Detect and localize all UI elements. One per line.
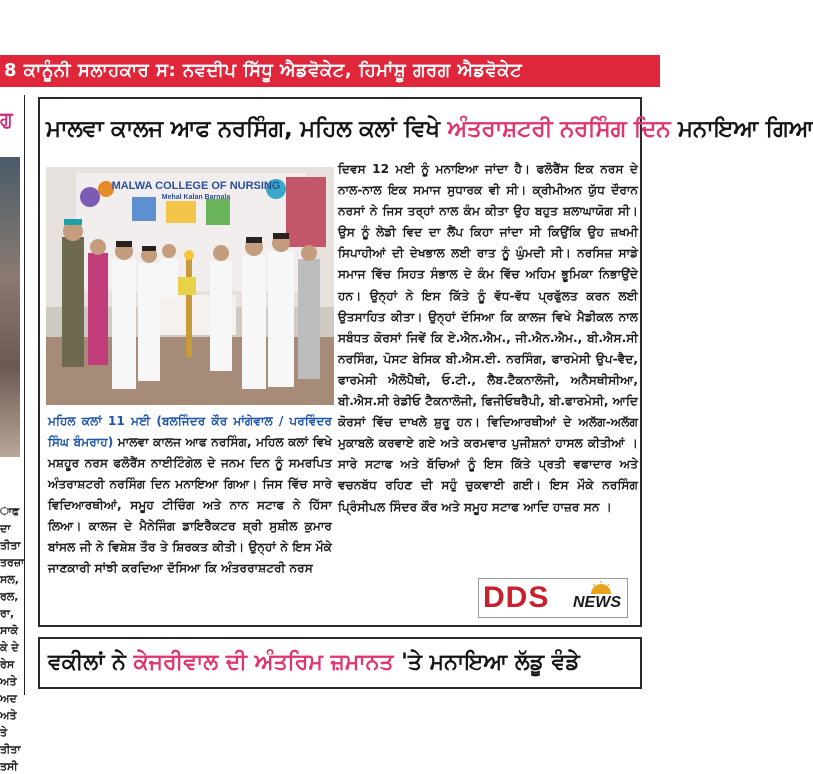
left-column-fragment: ਰਲ, xyxy=(0,590,19,603)
photo-banner-subtitle: Mehal Kalan Barnala xyxy=(161,194,231,201)
headline-highlight: ਅੰਤਰਾਸ਼ਟਰੀ ਨਰਸਿੰਗ ਦਿਨ xyxy=(447,116,671,142)
left-column-fragment: ਰੇਸ xyxy=(0,658,15,671)
headline-text: ਮਾਲਵਾ ਕਾਲਜ ਆਫ ਨਰਸਿੰਗ, ਮਹਿਲ ਕਲਾਂ ਵਿਖੇ xyxy=(46,116,440,142)
left-column-fragment: ਾਫ xyxy=(0,505,20,518)
left-column-fragment: ਦਾ xyxy=(0,522,11,535)
left-neighbor-column xyxy=(0,95,25,773)
lead-body: ਮਾਲਵਾ ਕਾਲਜ ਆਫ ਨਰਸਿੰਗ, ਮਹਿਲ ਕਲਾਂ ਵਿਖੇ ਮਸ਼ਹੂਰ ਨਰਸ ਫਲੋਰੈਂਸ ਨਾਈਟਿੰਗੇਲ ਦੇ ਜਨਮ ਦਿਨ ਨੂੰ ਸਮਰਪਿਤ ਅੰਤਰਾਸ਼ਟਰੀ ਨਰਸਿੰਗ ਦਿਨ ਮਨਾਇਆ ਗਿਆ। ਜਿਸ ਵਿੱਚ ਸਾਰੇ ਵਿਦਿਆਰਥੀਆਂ, ਸਮੂਹ ਟੀਚਿੰਗ ਅਤੇ ਨਾਨ ਸਟਾਫ ਨੇ ਹਿੱਸਾ ਲਿਆ। ਕਾਲਜ ਦੇ ਮੈਨੇਜਿੰਗ ਡਾਇਰੈਕਟਰ ਸ਼੍ਰੀ ਸੁਸ਼ੀਲ ਕੁਮਾਰ ਬਾਂਸਲ ਜੀ ਨੇ ਵਿਸ਼ੇਸ਼ ਤੌਰ ਤੇ ਸ਼ਿਰਕਤ ਕੀਤੀ। ਉਨ੍ਹਾਂ ਨੇ ਇਸ ਮੌਕੇ ਜਾਣਕਾਰੀ ਸਾਂਝੀ ਕਰਦਿਆ ਦੱਸਿਆ ਕਿ ਅੰਤਰਰਾਸ਼ਟਰੀ ਨਰਸ xyxy=(48,435,332,575)
photo-illustration xyxy=(46,167,334,405)
left-column-fragment: ਅਤੇ xyxy=(0,675,17,688)
left-column-fragment: ਤੀਤਾ xyxy=(0,743,21,756)
article-lead-paragraph xyxy=(48,411,332,579)
left-column-fragment: ਤੀਤਾ xyxy=(0,539,21,552)
bottom-headline-text-end: 'ਤੇ ਮਨਾਇਆ ਲੱਡੂ ਵੰਡੇ xyxy=(401,650,580,675)
left-column-fragment: ਅਤੇ xyxy=(0,709,17,722)
left-column-fragment: ਤੇ xyxy=(0,726,8,739)
left-column-photo xyxy=(0,157,20,457)
logo-news-text: NEWS xyxy=(573,594,621,611)
left-column-fragment: ਅਦ xyxy=(0,692,17,705)
left-column-fragment: ਰਾ, xyxy=(0,607,15,620)
next-article-headline xyxy=(48,639,638,687)
logo-dds-text: DDS xyxy=(483,581,550,614)
dateline-credit: ਮਹਿਲ ਕਲਾਂ 11 ਮਈ (ਬਲਜਿੰਦਰ ਕੌਰ ਮਾਂਗੇਵਾਲ / ਪਰਵਿੰਦਰ ਸਿੰਘ ਬੰਮਰਾਹ) xyxy=(48,414,332,449)
next-article xyxy=(38,637,642,689)
photo-banner-title: MALWA COLLEGE OF NURSING xyxy=(111,180,281,192)
headline-text-end: ਮਨਾਇਆ ਗਿਆ xyxy=(678,116,813,142)
main-article xyxy=(38,97,813,627)
bottom-headline-highlight: ਕੇਜਰੀਵਾਲ ਦੀ ਅੰਤਰਿਮ ਜ਼ਮਾਨਤ xyxy=(133,650,394,675)
left-column-fragment: ਕੇ ਦੇ xyxy=(0,641,19,654)
left-column-fragment: ਤਸੀ xyxy=(0,760,18,773)
article-headline xyxy=(46,105,813,153)
article-photo xyxy=(46,167,334,405)
article-body-column: ਦਿਵਸ 12 ਮਈ ਨੂੰ ਮਨਾਇਆ ਜਾਂਦਾ ਹੈ। ਫਲੋਰੈਂਸ ਇਕ ਨਰਸ ਦੇ ਨਾਲ-ਨਾਲ ਇਕ ਸਮਾਜ ਸੁਧਾਰਕ ਵੀ ਸੀ। ਕ੍ਰੀਮੀਅਨ ਯੁੱਧ ਦੌਰਾਨ ਨਰਸਾਂ ਨੇ ਜਿਸ ਤਰ੍ਹਾਂ ਨਾਲ ਕੰਮ ਕੀਤਾ ਉਹ ਬਹੁਤ ਸ਼ਲਾਘਾਯੋਗ ਸੀ। ਉਸ ਨੂੰ ਲੇਡੀ ਵਿਦ ਦਾ ਲੈਂਪ ਕਿਹਾ ਜਾਂਦਾ ਸੀ ਕਿਉਂਕਿ ਉਹ ਜ਼ਖਮੀ ਸਿਪਾਹੀਆਂ ਦੀ ਦੇਖਭਾਲ ਲਈ ਰਾਤ ਨੂੰ ਘੁੰਮਦੀ ਸੀ। ਨਰਸਿਜ਼ ਸਾਡੇ ਸਮਾਜ ਵਿੱਚ ਸਿਹਤ ਸੰਭਾਲ ਦੇ ਕੰਮ ਵਿੱਚ ਅਹਿਮ ਭੂਮਿਕਾ ਨਿਭਾਉਂਦੇ ਹਨ। ਉਨ੍ਹਾਂ ਨੇ ਇਸ ਕਿੱਤੇ ਨੂੰ ਵੱਧ-ਵੱਧ ਪ੍ਰਫੁੱਲਤ ਕਰਨ ਲਈ ਉਤਸਾਹਿਤ ਕੀਤਾ। ਉਨ੍ਹਾਂ ਦੱਸਿਆ ਕਿ ਕਾਲਜ ਵਿਖੇ ਮੈਡੀਕਲ ਨਾਲ ਸਬੰਧਤ ਕੋਰਸਾਂ ਜਿਵੇਂ ਕਿ ਏ.ਐਨ.ਐਮ., ਜੀ.ਐਨ.ਐਮ., ਬੀ.ਐਸ.ਸੀ ਨਰਸਿੰਗ, ਪੋਸਟ ਬੇਸਿਕ ਬੀ.ਐਸ.ਈ. ਨਰਸਿੰਗ, ਫਾਰਮੇਸੀ ਉਪ-ਵੈਦ, ਫਾਰਮੇਸੀ ਐਲੋਪੈਥੀ, ਓ.ਟੀ., ਲੈਬ.ਟੈਕਨਾਲੋਜੀ, ਅਨੈਸਥੀਸੀਆ, ਬੀ.ਐਸ.ਸੀ ਰੇਡੀਓ ਟੈਕਨਾਲੋਜੀ, ਫਿਜੀਓਥਰੈਪੀ, ਬੀ.ਫਾਰਮੇਸੀ, ਆਦਿ ਕੋਰਸਾਂ ਵਿੱਚ ਦਾਖਲੇ ਸ਼ੁਰੂ ਹਨ। ਵਿਦਿਆਰਥੀਆਂ ਦੇ ਅਲੱਗ-ਅਲੱਗ ਮੁਕਾਬਲੇ ਕਰਵਾਏ ਗਏ ਅਤੇ ਕਰਮਵਾਰ ਪੁਜੀਸ਼ਨਾਂ ਹਾਸਲ ਕੀਤੀਆਂ । ਸਾਰੇ ਸਟਾਫ ਅਤੇ ਬੱਚਿਆਂ ਨੂੰ ਇਸ ਕਿੱਤੇ ਪ੍ਰਤੀ ਵਫਾਦਾਰ ਅਤੇ ਵਚਨਬੱਧ ਰਹਿਣ ਦੀ ਸਹੁੰ ਚੁਕਵਾਈ ਗਈ। ਇਸ ਮੌਕੇ ਨਰਸਿੰਗ ਪ੍ਰਿੰਸੀਪਲ ਸਿੰਦਰ ਕੌਰ ਅਤੇ ਸਮੂਹ ਸਟਾਫ ਆਦਿ ਹਾਜ਼ਰ ਸਨ । xyxy=(338,162,638,514)
left-column-fragment: ਸਲ, xyxy=(0,573,19,586)
top-red-banner: 8 ਕਾਨੂੰਨੀ ਸਲਾਹਕਾਰ ਸ: ਨਵਦੀਪ ਸਿੱਧੂ ਐਡਵੋਕੇਟ, ਹਿਮਾਂਸ਼ੂ ਗਰਗ ਐਡਵੋਕੇਟ xyxy=(0,55,660,87)
dds-news-logo xyxy=(478,578,628,618)
left-column-heading: ਗੁ xyxy=(0,109,13,130)
left-column-fragment: ਤਰਜ਼ਾ xyxy=(0,556,25,569)
bottom-headline-text: ਵਕੀਲਾਂ ਨੇ xyxy=(48,650,126,675)
left-column-fragment: ਸਾਕੋ xyxy=(0,624,18,637)
